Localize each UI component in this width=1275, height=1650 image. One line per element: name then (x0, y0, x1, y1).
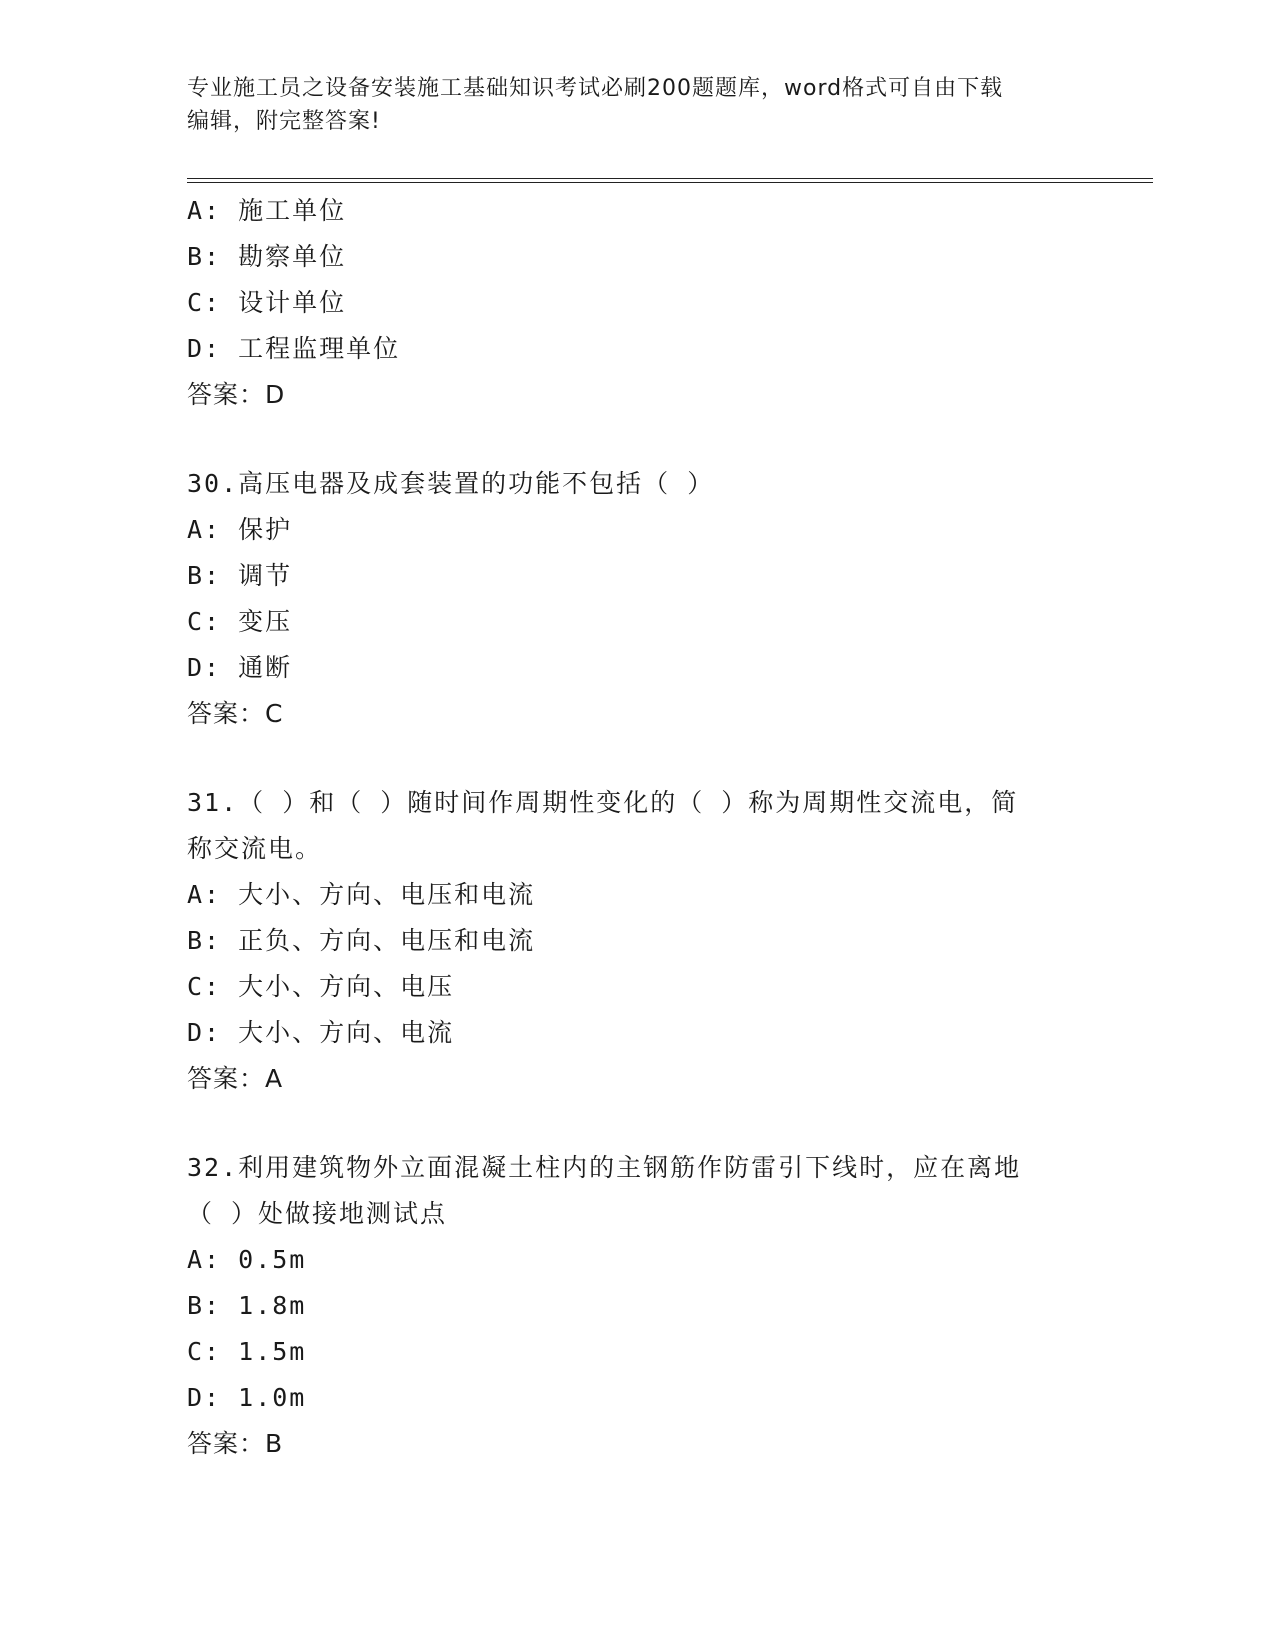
option-c: C: 设计单位 (187, 288, 347, 317)
option-d: D: 大小、方向、电流 (187, 1018, 455, 1047)
option-b: B: 1.8m (187, 1291, 307, 1320)
answer-line: 答案：D (187, 380, 286, 409)
option-a: A: 大小、方向、电压和电流 (187, 880, 536, 909)
question-block-31 (187, 780, 1087, 1102)
option-d: D: 工程监理单位 (187, 334, 401, 363)
option-a: A: 施工单位 (187, 196, 347, 225)
question-text-continued: （ ）处做接地测试点 (187, 1199, 448, 1228)
option-c: C: 大小、方向、电压 (187, 972, 455, 1001)
question-text: 30.高压电器及成套装置的功能不包括（ ） (187, 469, 715, 498)
answer-line: 答案：C (187, 699, 284, 728)
question-text: 31.（ ）和（ ）随时间作周期性变化的（ ）称为周期性交流电，简 (187, 788, 1019, 817)
option-b: B: 调节 (187, 561, 293, 590)
header-divider (187, 178, 1153, 183)
option-a: A: 0.5m (187, 1245, 307, 1274)
question-block-29 (187, 188, 1087, 418)
question-text: 32.利用建筑物外立面混凝土柱内的主钢筋作防雷引下线时，应在离地 (187, 1153, 1022, 1182)
option-c: C: 变压 (187, 607, 293, 636)
document-header (187, 72, 1067, 138)
option-c: C: 1.5m (187, 1337, 307, 1366)
question-text-continued: 称交流电。 (187, 834, 323, 863)
option-b: B: 正负、方向、电压和电流 (187, 926, 536, 955)
document-body (187, 188, 1087, 1467)
question-block-32 (187, 1145, 1087, 1467)
header-line-1: 专业施工员之设备安装施工基础知识考试必刷200题题库，word格式可自由下载 (187, 76, 1004, 101)
header-line-2: 编辑，附完整答案! (187, 109, 381, 134)
answer-line: 答案：A (187, 1064, 284, 1093)
answer-line: 答案：B (187, 1429, 284, 1458)
option-d: D: 1.0m (187, 1383, 307, 1412)
question-block-30 (187, 461, 1087, 737)
option-b: B: 勘察单位 (187, 242, 347, 271)
option-a: A: 保护 (187, 515, 293, 544)
option-d: D: 通断 (187, 653, 293, 682)
